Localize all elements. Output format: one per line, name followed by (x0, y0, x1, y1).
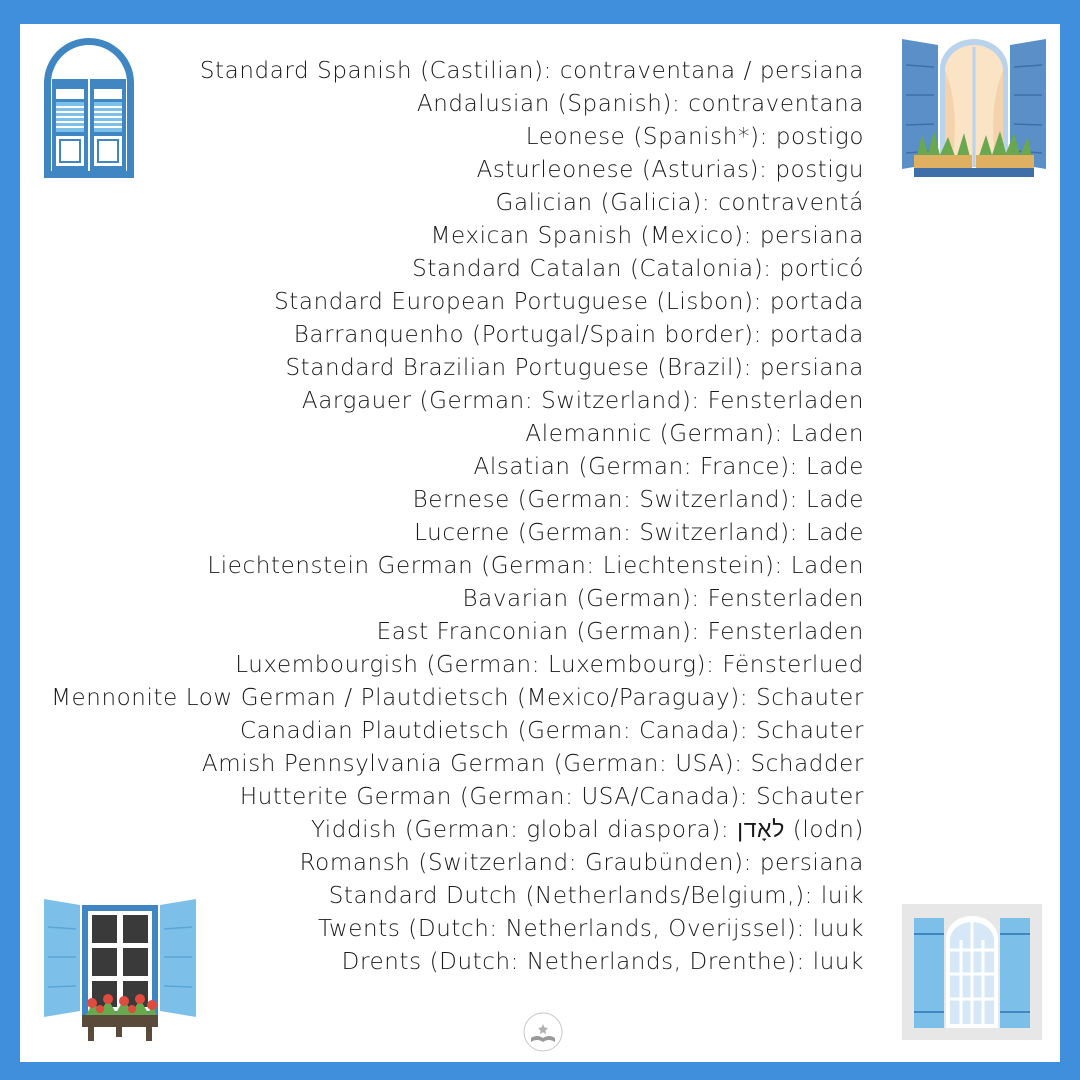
list-item: Mennonite Low German / Plautdietsch (Mexico/Paraguay): Schauter (51, 685, 864, 711)
list-item: Andalusian (Spanish): contraventana (416, 91, 864, 117)
list-item: Twents (Dutch: Netherlands, Overijssel): luuk (318, 916, 864, 942)
list-item: Yiddish (German: global diaspora): לאָדן (lodn) (310, 817, 864, 843)
list-item: Galician (Galicia): contraventá (495, 190, 864, 216)
list-item: Standard Spanish (Castilian): contraventana / persiana (199, 58, 864, 84)
list-item: Standard Catalan (Catalonia): porticó (412, 256, 864, 282)
list-item: Alemannic (German): Laden (525, 421, 864, 447)
list-item: Standard European Portuguese (Lisbon): portada (274, 289, 864, 315)
list-item: Alsatian (German: France): Lade (473, 454, 864, 480)
list-item: Luxembourgish (German: Luxembourg): Fënsterlued (235, 652, 864, 678)
list-item: Drents (Dutch: Netherlands, Drenthe): luuk (341, 949, 864, 975)
list-item: Standard Brazilian Portuguese (Brazil): persiana (285, 355, 864, 381)
arched-white-window-icon (902, 904, 1042, 1040)
list-item: Aargauer (German: Switzerland): Fensterladen (301, 388, 864, 414)
list-item: Barranquenho (Portugal/Spain border): portada (293, 322, 864, 348)
open-book-logo-icon (520, 1010, 566, 1058)
list-item: Bavarian (German): Fensterladen (462, 586, 864, 612)
list-item: Mexican Spanish (Mexico): persiana (430, 223, 864, 249)
shutter-translations-list (51, 55, 864, 979)
list-item: Canadian Plautdietsch (German: Canada): Schauter (239, 718, 864, 744)
list-item: Amish Pennsylvania German (German: USA): Schadder (201, 751, 864, 777)
list-item: Standard Dutch (Netherlands/Belgium,): luik (328, 883, 864, 909)
curtained-window-with-plants-icon (900, 35, 1048, 180)
list-item: Liechtenstein German (German: Liechtenstein): Laden (207, 553, 864, 579)
list-item: Leonese (Spanish*): postigo (525, 124, 864, 150)
list-item: East Franconian (German): Fensterladen (376, 619, 864, 645)
list-item: Hutterite German (German: USA/Canada): Schauter (239, 784, 864, 810)
list-item: Romansh (Switzerland: Graubünden): persiana (299, 850, 864, 876)
list-item: Bernese (German: Switzerland): Lade (412, 487, 864, 513)
list-item: Lucerne (German: Switzerland): Lade (414, 520, 864, 546)
list-item: Asturleonese (Asturias): postigu (476, 157, 864, 183)
